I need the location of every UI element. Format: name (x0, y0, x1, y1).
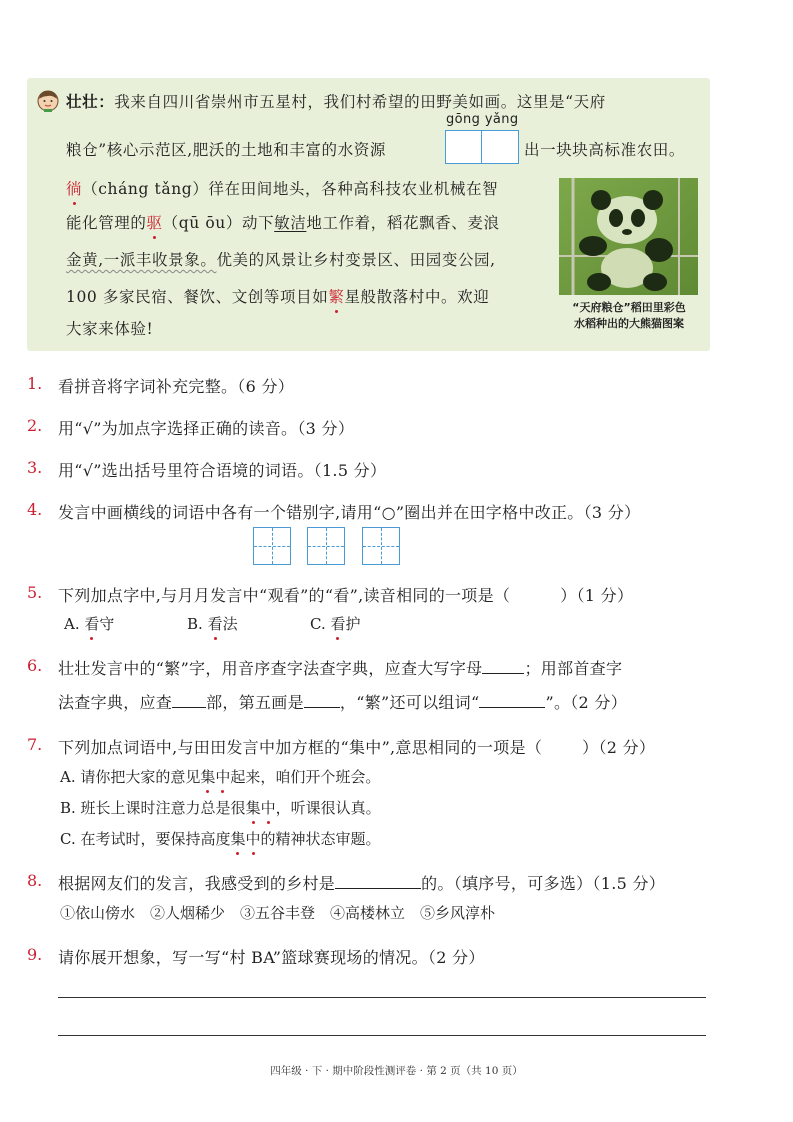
q7-number: 7. (27, 735, 43, 754)
avatar-icon (36, 88, 60, 112)
q4-text: 发言中画横线的词语中各有一个错别字,请用“○”圈出并在田字格中改正。（3 分） (58, 503, 641, 522)
q7-option-c: C. 在考试时，要保持高度集中的精神状态审题。 (60, 830, 381, 848)
tianzige-box-2[interactable] (307, 527, 345, 565)
answer-line-1[interactable] (58, 997, 706, 998)
page-footer: 四年级 · 下 · 期中阶段性测评卷 · 第 2 页（共 10 页） (270, 1065, 523, 1077)
q9-number: 9. (27, 945, 43, 964)
q8-text: 根据网友们的发言，我感受到的乡村是 的。（填序号，可多选）（1.5 分） (58, 874, 666, 893)
q5-option-c: C. 看护 (310, 615, 361, 633)
q7-option-b: B. 班长上课时注意力总是很集中，听课很认真。 (60, 799, 381, 817)
dotted-char-qu: 驱 (146, 214, 163, 232)
q6-number: 6. (27, 656, 43, 675)
q8-blank[interactable] (335, 872, 421, 889)
q6-blank-letter[interactable] (482, 657, 524, 674)
q8-number: 8. (27, 871, 43, 890)
q5-option-a: A. 看守 (64, 615, 115, 633)
q1-number: 1. (27, 374, 43, 393)
answer-line-2[interactable] (58, 1035, 706, 1036)
pinyin-hint: gōng yǎng (446, 112, 519, 127)
dotted-char-fan: 繁 (328, 288, 345, 306)
q6-line-2: 法查字典，应查 部，第五画是 ，“繁”还可以组词“ ”。（2 分） (58, 693, 628, 712)
passage-line-6: 100 多家民宿、餐饮、文创等项目如繁星般散落村中。欢迎 (66, 288, 490, 306)
q5-text: 下列加点字中,与月月发言中“观看”的“看”,读音相同的一项是（ ）（1 分） (58, 586, 634, 605)
q3-number: 3. (27, 458, 43, 477)
passage-line-5: 金黄,一派丰收景象。优美的风景让乡村变景区、田园变公园, (66, 251, 496, 269)
q6-blank-stroke[interactable] (304, 691, 340, 708)
passage-line-3: 徜（cháng tǎng）徉在田间地头，各种高科技农业机械在智 (66, 180, 499, 198)
q6-line-1: 壮壮发言中的“繁”字，用音序查字法查字典，应查大写字母 ；用部首查字 (58, 659, 623, 678)
pinyin-answer-box-1[interactable] (445, 130, 483, 164)
q5-number: 5. (27, 583, 43, 602)
passage-line-7: 大家来体验! (66, 320, 154, 338)
q9-text: 请你展开想象，写一写“村 BA”篮球赛现场的情况。（2 分） (58, 948, 485, 967)
passage-line-1: 壮壮：我来自四川省崇州市五星村，我们村希望的田野美如画。这里是“天府 (66, 93, 606, 111)
tianzige-box-3[interactable] (362, 527, 400, 565)
speaker-label: 壮壮： (66, 93, 115, 111)
q8-options: ①依山傍水 ②人烟稀少 ③五谷丰登 ④高楼林立 ⑤乡风淳朴 (60, 904, 496, 922)
q7-text: 下列加点词语中,与田田发言中加方框的“集中”,意思相同的一项是（ ）（2 分） (58, 738, 656, 757)
q1-text: 看拼音将字词补充完整。（6 分） (58, 377, 295, 396)
q6-blank-radical[interactable] (172, 691, 206, 708)
passage-line-2b: 出一块块高标准农田。 (524, 141, 686, 159)
q2-text: 用“√”为加点字选择正确的读音。（3 分） (58, 419, 355, 438)
q6-blank-word[interactable] (479, 691, 545, 708)
tianzige-box-1[interactable] (253, 527, 291, 565)
dotted-char-chang: 徜 (66, 180, 83, 198)
panda-rice-field-photo (559, 178, 698, 295)
q3-text: 用“√”选出括号里符合语境的词语。（1.5 分） (58, 461, 387, 480)
pinyin-answer-box-2[interactable] (481, 130, 519, 164)
photo-caption: “天府粮仓”稻田里彩色 水稻种出的大熊猫图案 (572, 301, 686, 330)
q2-number: 2. (27, 416, 43, 435)
q4-number: 4. (27, 500, 43, 519)
q7-option-a: A. 请你把大家的意见集中起来，咱们开个班会。 (60, 768, 381, 786)
q5-option-b: B. 看法 (187, 615, 238, 633)
passage-line-2a: 粮仓”核心示范区,肥沃的土地和丰富的水资源 (66, 141, 386, 159)
wrong-word-underlined: 敏洁 (274, 214, 307, 232)
passage-line-4: 能化管理的驱（qū ōu）动下敏洁地工作着，稻花飘香、麦浪 (66, 214, 500, 232)
